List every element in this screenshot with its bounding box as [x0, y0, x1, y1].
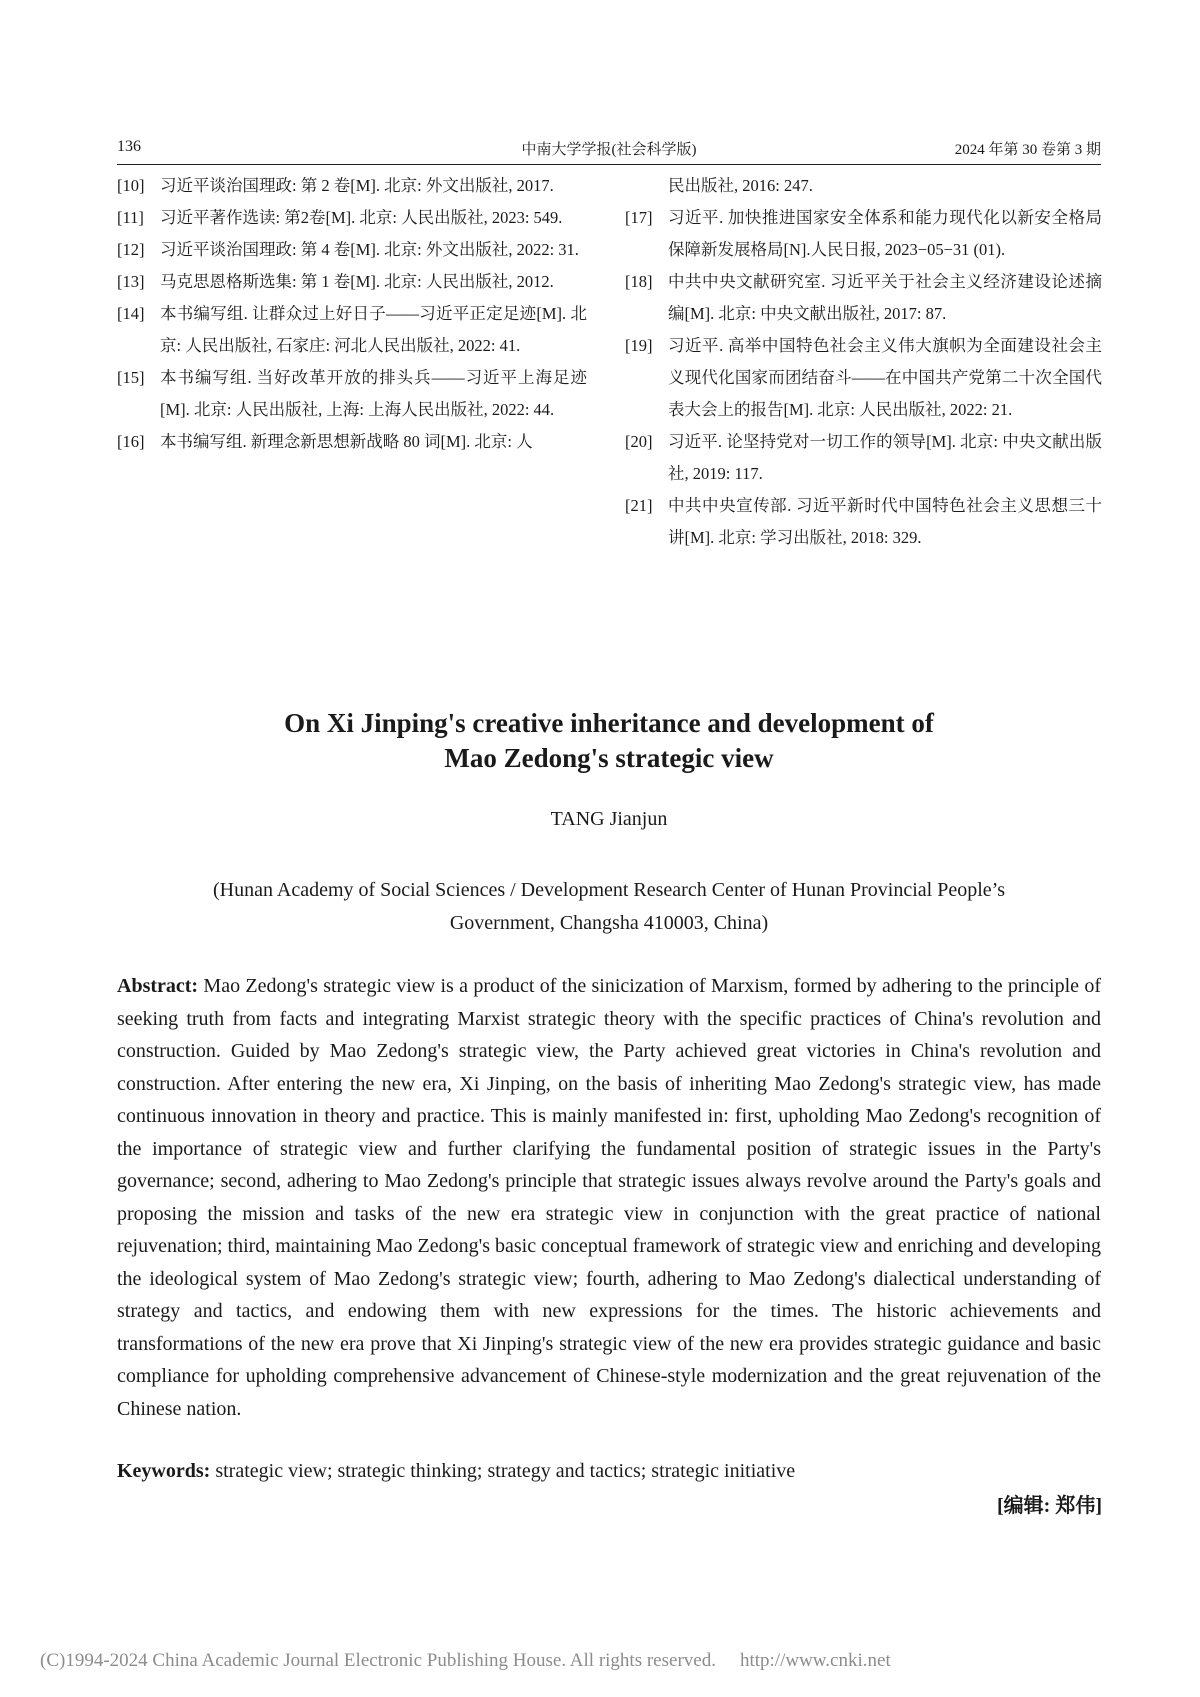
reference-item	[625, 266, 1102, 330]
reference-item	[117, 202, 587, 234]
reference-item	[625, 330, 1102, 426]
reference-item	[117, 170, 587, 202]
reference-text: 习近平谈治国理政: 第 2 卷[M]. 北京: 外文出版社, 2017.	[160, 176, 554, 195]
references-right-column	[625, 170, 1102, 554]
reference-text: 习近平. 论坚持党对一切工作的领导[M]. 北京: 中央文献出版社, 2019: 117.	[668, 432, 1102, 483]
issue-info: 2024 年第 30 卷第 3 期	[954, 142, 1101, 158]
reference-number: [17]	[625, 208, 653, 227]
affiliation-line-1: (Hunan Academy of Social Sciences / Development Research Center of Hunan Provincial People’s	[213, 879, 1005, 901]
reference-text: 习近平谈治国理政: 第 4 卷[M]. 北京: 外文出版社, 2022: 31.	[160, 240, 579, 259]
reference-item	[625, 202, 1102, 266]
journal-name: 中南大学学报(社会科学版)	[521, 142, 697, 158]
reference-number: [21]	[625, 496, 653, 515]
reference-item	[625, 426, 1102, 490]
reference-text: 中共中央文献研究室. 习近平关于社会主义经济建设论述摘编[M]. 北京: 中央文献出版社, 2017: 87.	[668, 272, 1102, 323]
abstract-text: Mao Zedong's strategic view is a product of the sinicization of Marxism, formed by adhering to the principle of seeking truth from facts and integrating Marxist strategic theory with the specific practices of China's revolution and construction. Guided by Mao Zedong's strategic view, the Party achieved great victories in China's revolution and construction. After entering the new era, Xi Jinping, on the basis of inheriting Mao Zedong's strategic view, has made continuous innovation in theory and practice. This is mainly manifested in: first, upholding Mao Zedong's recognition of the importance of strategic view and further clarifying the fundamental position of strategic issues in the Party's governance; second, adhering to Mao Zedong's principle that strategic issues always revolve around the Party's goals and proposing the mission and tasks of the new era strategic view in conjunction with the great practice of national rejuvenation; third, maintaining Mao Zedong's basic conceptual framework of strategic view and enriching and developing the ideological system of Mao Zedong's strategic view; fourth, adhering to Mao Zedong's dialectical understanding of strategy and tactics, and endowing them with new expressions for the times. The historic achievements and transformations of the new era prove that Xi Jinping's strategic view of the new era provides strategic guidance and basic compliance for upholding comprehensive advancement of Chinese-style modernization and the great rejuvenation of the Chinese nation.	[117, 975, 1101, 1420]
footer-url: http://www.cnki.net	[739, 1650, 891, 1671]
author-affiliation	[140, 874, 1078, 940]
reference-number: [16]	[117, 432, 145, 451]
affiliation-line-2: Government, Changsha 410003, China)	[449, 912, 769, 934]
keywords	[117, 1455, 1101, 1487]
reference-item	[117, 266, 587, 298]
title-line-1: On Xi Jinping's creative inheritance and development of	[284, 708, 934, 738]
reference-number: [12]	[117, 240, 145, 259]
reference-text: 中共中央宣传部. 习近平新时代中国特色社会主义思想三十讲[M]. 北京: 学习出版社, 2018: 329.	[668, 496, 1102, 547]
reference-text: 习近平. 加快推进国家安全体系和能力现代化以新安全格局保障新发展格局[N].人民日报, 2023−05−31 (01).	[668, 208, 1102, 259]
reference-text: 马克思恩格斯选集: 第 1 卷[M]. 北京: 人民出版社, 2012.	[160, 272, 554, 291]
page-number: 136	[117, 138, 141, 155]
keywords-label: Keywords:	[117, 1460, 211, 1482]
abstract	[117, 970, 1101, 1425]
reference-number: [11]	[117, 208, 144, 227]
keywords-text: strategic view; strategic thinking; strategy and tactics; strategic initiative	[215, 1460, 796, 1482]
author-name: TANG Jianjun	[550, 808, 668, 830]
references-left-column	[117, 170, 587, 458]
running-header	[117, 136, 1101, 165]
reference-item	[117, 234, 587, 266]
reference-number: [14]	[117, 304, 145, 323]
abstract-label: Abstract:	[117, 975, 199, 997]
reference-text: 本书编写组. 当好改革开放的排头兵——习近平上海足迹[M]. 北京: 人民出版社, 上海: 上海人民出版社, 2022: 44.	[160, 368, 587, 419]
editor-note: [编辑: 郑伟]	[997, 1495, 1102, 1517]
reference-number: [19]	[625, 336, 653, 355]
title-line-2: Mao Zedong's strategic view	[444, 743, 774, 773]
reference-text: 习近平. 高举中国特色社会主义伟大旗帜为全面建设社会主义现代化国家而团结奋斗——在中国共产党第二十次全国代表大会上的报告[M]. 北京: 人民出版社, 2022: 21.	[668, 336, 1102, 419]
reference-number: [18]	[625, 272, 653, 291]
reference-item	[117, 298, 587, 362]
copyright-text: (C)1994-2024 China Academic Journal Electronic Publishing House. All rights reserved.	[40, 1650, 716, 1671]
reference-number: [20]	[625, 432, 653, 451]
reference-text: 本书编写组. 新理念新思想新战略 80 词[M]. 北京: 人	[160, 432, 533, 451]
reference-number: [10]	[117, 176, 145, 195]
reference-text: 本书编写组. 让群众过上好日子——习近平正定足迹[M]. 北京: 人民出版社, 石家庄: 河北人民出版社, 2022: 41.	[160, 304, 587, 355]
reference-number: [13]	[117, 272, 145, 291]
reference-number: [15]	[117, 368, 145, 387]
reference-item	[117, 362, 587, 426]
article-title	[117, 706, 1101, 776]
reference-text: 习近平著作选读: 第2卷[M]. 北京: 人民出版社, 2023: 549.	[160, 208, 563, 227]
reference-item	[625, 490, 1102, 554]
copyright-footer	[40, 1650, 1140, 1672]
reference-continuation	[625, 170, 1102, 202]
reference-text: 民出版社, 2016: 247.	[668, 176, 813, 195]
reference-item	[117, 426, 587, 458]
